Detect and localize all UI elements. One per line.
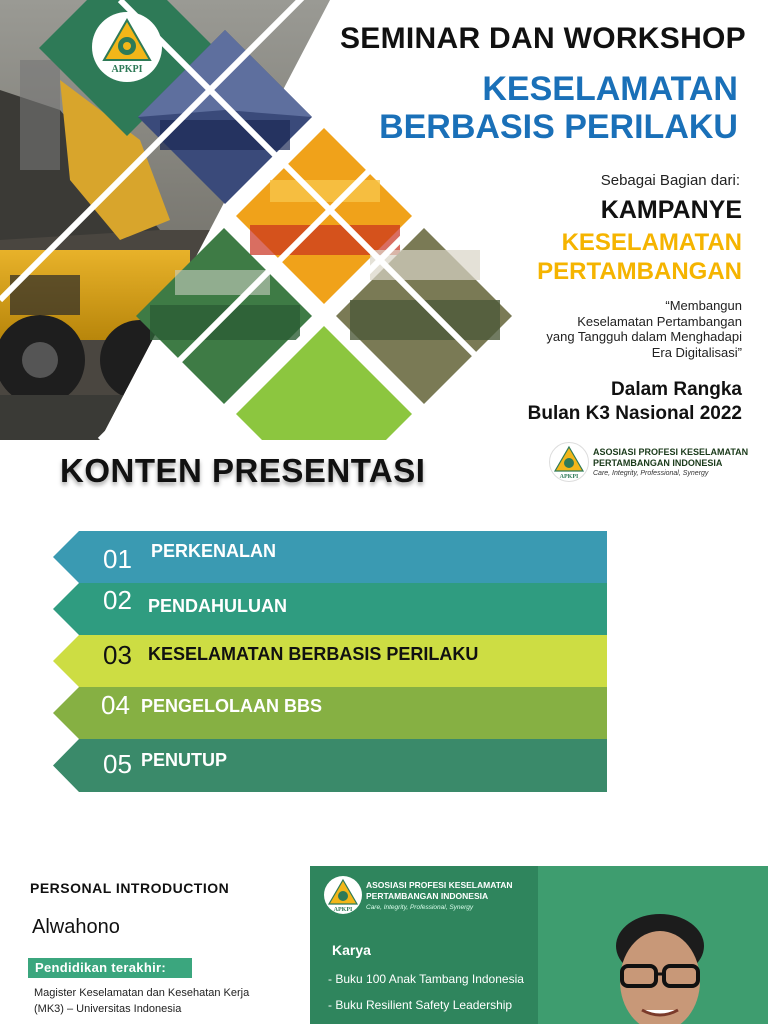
association-name	[593, 447, 748, 469]
toc-number: 04	[101, 690, 130, 720]
personal-intro-title: PERSONAL INTRODUCTION	[30, 880, 230, 896]
education-text	[34, 985, 249, 1017]
toc-item-4[interactable]	[53, 687, 607, 739]
quote-line: yang Tangguh dalam Menghadapi	[546, 329, 742, 344]
kampanye-heading: KAMPANYE	[600, 196, 742, 224]
toc-number: 05	[103, 749, 132, 779]
karya-panel	[310, 866, 768, 1024]
subtitle-line-1: KESELAMATAN	[482, 70, 738, 108]
rangka-line-2: Bulan K3 Nasional 2022	[527, 403, 742, 424]
toc-label: PENUTUP	[141, 750, 228, 770]
bagian-text: Sebagai Bagian dari:	[600, 172, 740, 189]
konten-title: KONTEN PRESENTASI	[60, 452, 426, 489]
education-label: Pendidikan terakhir:	[35, 960, 166, 975]
panel-association-line-1: ASOSIASI PROFESI KESELAMATAN	[366, 880, 513, 890]
karya-item: - Buku 100 Anak Tambang Indonesia	[328, 972, 524, 986]
education-line-2: (MK3) – Universitas Indonesia	[34, 1003, 182, 1015]
toc-arrow-shape	[53, 583, 607, 635]
toc-label: KESELAMATAN BERBASIS PERILAKU	[148, 644, 479, 664]
svg-text:APKPI: APKPI	[559, 474, 579, 480]
association-tagline: Care, Integrity, Professional, Synergy	[593, 470, 709, 477]
toc-arrow-shape	[53, 531, 607, 583]
toc-item-2[interactable]	[53, 583, 607, 635]
apkpi-logo	[92, 12, 162, 82]
karya-title: Karya	[332, 942, 371, 958]
subtitle-line-2: BERBASIS PERILAKU	[379, 108, 738, 146]
karya-item: - Buku Resilient Safety Leadership	[328, 998, 513, 1012]
kampanye-sub-2: PERTAMBANGAN	[537, 258, 742, 285]
association-name-line-2: PERTAMBANGAN INDONESIA	[593, 458, 723, 468]
toc-number: 01	[103, 544, 132, 574]
quote-line: Era Digitalisasi”	[651, 344, 742, 360]
panel-association-logo	[324, 876, 362, 914]
campaign-quote	[546, 298, 742, 360]
toc-item-3[interactable]	[53, 635, 607, 687]
toc-arrow-shape	[53, 687, 607, 739]
toc-number: 03	[103, 640, 132, 670]
presenter-photo	[590, 886, 730, 1024]
svg-text:APKPI: APKPI	[333, 907, 353, 913]
panel-association-tagline: Care, Integrity, Professional, Synergy	[366, 904, 474, 911]
rangka-text	[528, 378, 742, 426]
association-logo	[549, 442, 589, 482]
association-name-line-1: ASOSIASI PROFESI KESELAMATAN	[593, 447, 749, 457]
toc-label: PENDAHULUAN	[148, 596, 287, 616]
toc-label: PENGELOLAAN BBS	[141, 696, 323, 716]
toc-number: 02	[103, 585, 132, 615]
event-subtitle	[379, 70, 738, 146]
kampanye-sub-1: KESELAMATAN	[561, 229, 742, 256]
panel-association-name	[366, 880, 513, 902]
toc-item-1[interactable]	[53, 531, 607, 583]
event-title: SEMINAR DAN WORKSHOP	[339, 22, 746, 55]
toc-arrow-shape	[53, 739, 607, 792]
panel-association-line-2: PERTAMBANGAN INDONESIA	[366, 891, 489, 901]
logo-text: APKPI	[111, 64, 143, 75]
rangka-line-1: Dalam Rangka	[611, 379, 742, 400]
quote-line: Keselamatan Pertambangan	[577, 313, 742, 329]
quote-line: “Membangun	[665, 298, 742, 313]
presenter-name: Alwahono	[32, 916, 120, 938]
toc-label: PERKENALAN	[151, 541, 277, 561]
kampanye-subheading	[537, 228, 742, 286]
education-line-1: Magister Keselamatan dan Kesehatan Kerja	[34, 987, 250, 999]
hero-banner	[0, 0, 768, 440]
toc-item-5[interactable]	[53, 739, 607, 792]
